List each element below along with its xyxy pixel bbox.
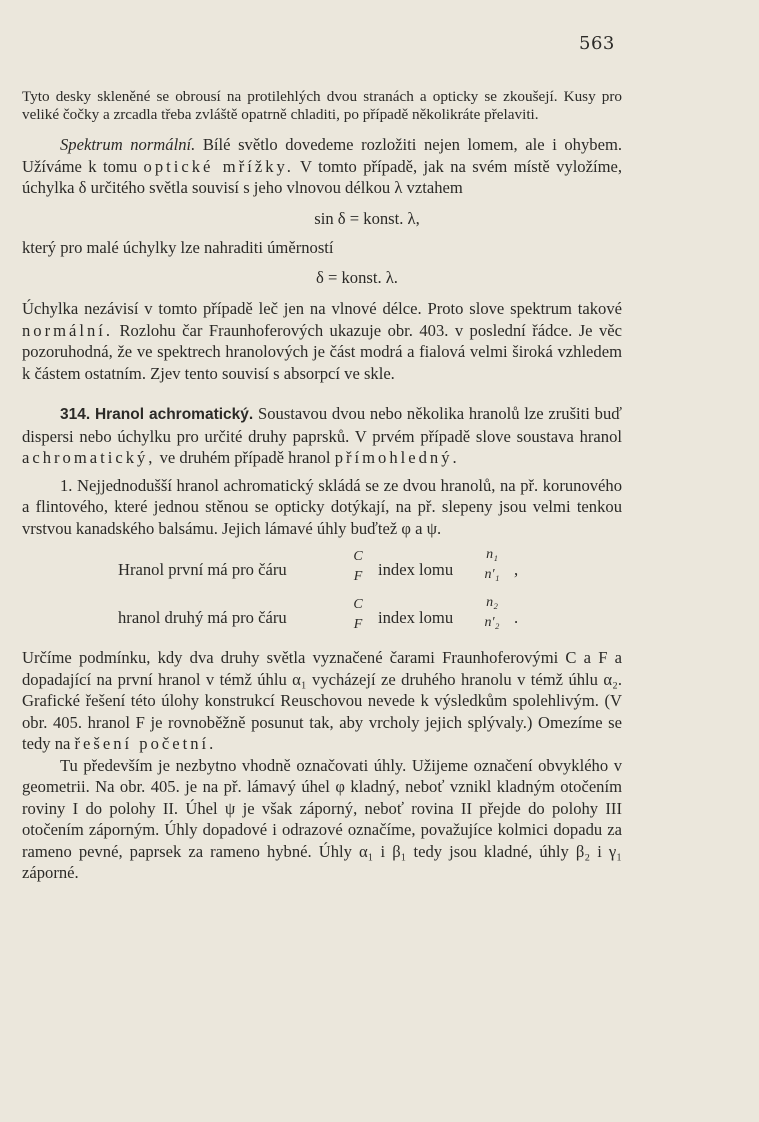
section-number: 314. <box>60 406 91 423</box>
spacer <box>22 635 622 647</box>
paragraph-simplest-prism: 1. Nejjednodušší hranol achromatický skládá se ze dvou hranolů, na př. korunového a flintového, které jednou stěnou se opticky dotýkají, na př. slepeny jsou velmi tenkou vrstvou kanadského balsámu. Jejich lámavé úhly buďtež φ a ψ. <box>22 475 622 538</box>
spaced-term: optické mřížky. <box>143 156 294 176</box>
spacer <box>22 384 622 403</box>
paragraph-proportionality: který pro malé úchylky lze nahraditi úměrností <box>22 238 334 257</box>
page-content <box>22 88 622 884</box>
paragraph-normal-spectrum <box>22 134 622 199</box>
text-run: V tomto případě, jak na svém místě vyložíme, úchylka δ určitého světla souvisí s jeho vlnovou délkou λ vztahem <box>22 156 622 197</box>
text-run: Úchylka nezávisí v tomto případě leč jen na vlnové délce. Proto slove spektrum takové <box>22 299 622 318</box>
text-run: Rozlohu čar Fraunhoferových ukazuje obr. 403. v poslední řádce. Je věc pozoruhodná, že ve spektrech hranolových je část modrá a fialová velmi široká vzhledem k částem ostatním. Zjev tento souvisí s absorpcí ve skle. <box>22 320 622 383</box>
frac-top: C <box>353 549 363 564</box>
equation-label: Hranol první má pro čáru <box>118 560 287 579</box>
spaced-term: normální. <box>22 320 114 340</box>
text-run: ve druhém případě hranol <box>155 448 335 467</box>
paragraph-angle-notation: Tu především je nezbytno vhodně označovati úhly. Užijeme označení obvyklého v geometrii. Na obr. 405. je na př. lámavý úhel φ kladný, neboť vznikl kladným otočením roviny I do polohy II. Úhel ψ je však záporný, neboť rovina II přejde do polohy III otočením záporným. Úhly dopadové i odrazové označíme, považujíce kolmici dopadu za rameno pevné, paprsek za rameno hybné. Úhly α₁ i β₁ tedy jsou kladné, úhly β₂ i γ₁ záporné. <box>22 755 622 882</box>
frac-bot: n′₂ <box>484 615 500 630</box>
index-label: index lomu <box>378 608 454 627</box>
section-title: Hranol achromatický. <box>94 406 254 423</box>
page-number: 563 <box>579 33 615 54</box>
paragraph-glass-plates: Tyto desky skleněné se obrousí na protilehlých dvou stranách a opticky se zkoušejí. Kusy pro veliké čočky a zrcadla třeba zvláště opatrně chladiti, po případě několikráte přelaviti. <box>22 88 622 123</box>
spaced-term: přímohledný. <box>334 448 460 467</box>
formula-sin-delta: sin δ = konst. λ, <box>314 208 420 228</box>
index-label: index lomu <box>378 560 454 579</box>
spaced-term: řešení početní. <box>74 734 217 753</box>
equation-first-prism <box>118 549 622 587</box>
equation-label: hranol druhý má pro čáru <box>118 608 287 627</box>
text-run: Bílé světlo dovedeme rozložiti nejen lomem, ale i ohybem. Užíváme k tomu <box>22 135 622 176</box>
paragraph-condition <box>22 647 622 755</box>
line-fraction <box>350 595 366 635</box>
spacer <box>22 539 622 549</box>
equation-second-prism <box>118 597 622 635</box>
section-314 <box>22 403 622 469</box>
normal-spectrum-title: Spektrum normální. <box>60 135 196 154</box>
punctuation: , <box>514 560 519 579</box>
index-fraction <box>474 593 510 633</box>
frac-bot: F <box>353 569 363 584</box>
frac-bot: F <box>353 617 363 632</box>
spaced-term: achromatický, <box>22 448 156 467</box>
frac-top: n₂ <box>486 595 498 610</box>
text-run: Určíme podmínku, kdy dva druhy světla vyznačené čarami Fraunhoferovými C a F a dopadající na první hranol v témž úhlu α₁ vycházejí ze druhého hranolu v témž úhlu α₂. Grafické řešení této úlohy konstrukcí Reuschovou nevede k výsledkům spolehlivým. (V obr. 405. hranol F je rovnoběžně posunut tak, aby vrcholy jejich splývaly.) Omezíme se tedy na <box>22 648 622 753</box>
line-fraction <box>350 547 366 587</box>
frac-top: n₁ <box>486 547 498 562</box>
frac-top: C <box>353 597 363 612</box>
text-run: Soustavou dvou nebo několika hranolů lze zrušiti buď dispersi nebo úchylku pro určité druhy paprsků. V prvém případě slove soustava hranol <box>22 404 622 446</box>
frac-bot: n′₁ <box>484 567 500 582</box>
formula-delta: δ = konst. λ. <box>316 267 398 287</box>
paragraph-deviation <box>22 298 622 384</box>
index-fraction <box>474 545 510 585</box>
punctuation: . <box>514 608 519 627</box>
